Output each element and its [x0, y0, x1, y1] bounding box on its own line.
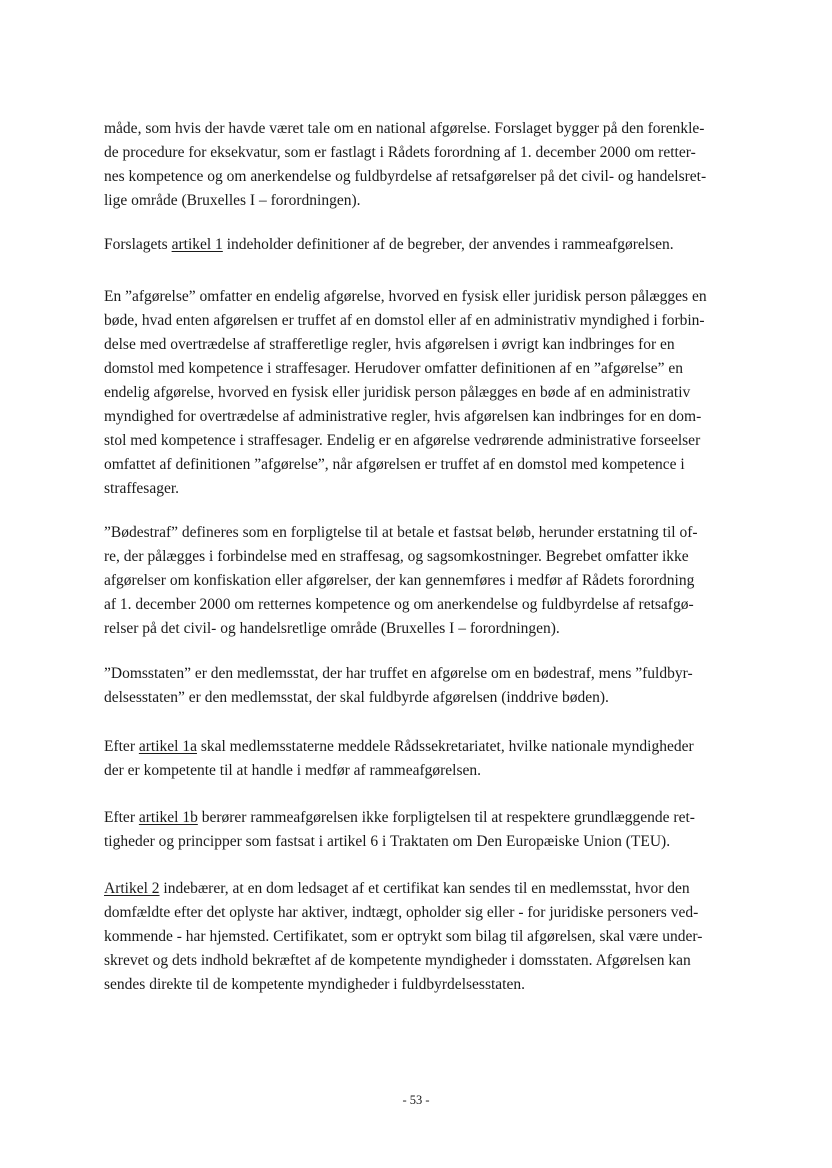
- text-line: ”Domsstaten” er den medlemsstat, der har truffet en afgørelse om en bødestraf, mens ”fuldbyr-: [104, 665, 693, 682]
- text-line: måde, som hvis der havde været tale om en national afgørelse. Forslaget bygger på den forenkle-: [104, 120, 705, 137]
- text-line: En ”afgørelse” omfatter en endelig afgørelse, hvorved en fysisk eller juridisk person pålægges en: [104, 288, 707, 305]
- text-line: [104, 233, 764, 257]
- text-prefix: Efter: [104, 738, 139, 755]
- text-line: nes kompetence og om anerkendelse og fuldbyrdelse af retsafgørelser på det civil- og handelsret-: [104, 168, 707, 185]
- text-rest: indebærer, at en dom ledsaget af et certifikat kan sendes til en medlemsstat, hvor den: [159, 880, 690, 897]
- article-reference: artikel 1b: [138, 809, 198, 826]
- paragraph-domsstaten-definition: [104, 662, 764, 710]
- text-line: [104, 877, 764, 901]
- text-rest: indeholder definitioner af de begreber, der anvendes i rammeafgørelsen.: [222, 236, 674, 253]
- text-line: stol med kompetence i straffesager. Endelig er en afgørelse vedrørende administrative forseelser: [104, 432, 701, 449]
- text-line: [104, 806, 764, 830]
- text-line: domstol med kompetence i straffesager. Herudover omfatter definitionen af en ”afgørelse” en: [104, 360, 684, 377]
- article-reference: artikel 1: [171, 236, 223, 253]
- text-line: [104, 735, 764, 759]
- page-number: - 53 -: [402, 1093, 430, 1107]
- text-line: re, der pålægges i forbindelse med en straffesag, og sagsomkostninger. Begrebet omfatter ikke: [104, 548, 689, 565]
- paragraph-intro: [104, 117, 764, 213]
- text-line: skrevet og dets indhold bekræftet af de kompetente myndigheder i domsstaten. Afgørelsen kan: [104, 952, 691, 969]
- article-reference: Artikel 2: [104, 880, 160, 897]
- text-line: relser på det civil- og handelsretlige område (Bruxelles I – forordningen).: [104, 620, 560, 637]
- text-line: endelig afgørelse, hvorved en fysisk eller juridisk person pålægges en bøde af en administrativ: [104, 384, 691, 401]
- text-line: delsesstaten” er den medlemsstat, der skal fuldbyrde afgørelsen (inddrive bøden).: [104, 689, 609, 706]
- paragraph-boedestraf-definition: [104, 521, 764, 641]
- article-reference: artikel 1a: [138, 738, 197, 755]
- paragraph-afgoerelse-definition: [104, 285, 764, 501]
- paragraph-article-1a: [104, 735, 764, 783]
- text-line: omfattet af definitionen ”afgørelse”, når afgørelsen er truffet af en domstol med kompetence i: [104, 456, 685, 473]
- text-line: afgørelser om konfiskation eller afgørelser, der kan gennemføres i medfør af Rådets forordning: [104, 572, 695, 589]
- text-line: af 1. december 2000 om retternes kompetence og om anerkendelse og fuldbyrdelse af retsafgø-: [104, 596, 694, 613]
- text-line: tigheder og principper som fastsat i artikel 6 i Traktaten om Den Europæiske Union (TEU).: [104, 833, 671, 850]
- paragraph-article-1b: [104, 806, 764, 854]
- text-rest: skal medlemsstaterne meddele Rådssekretariatet, hvilke nationale myndigheder: [196, 738, 694, 755]
- text-line: domfældte efter det oplyste har aktiver, indtægt, opholder sig eller - for juridiske personers ved-: [104, 904, 699, 921]
- text-line: ”Bødestraf” defineres som en forpligtelse til at betale et fastsat beløb, herunder erstatning til of-: [104, 524, 698, 541]
- paragraph-article-1: [104, 233, 764, 257]
- text-line: kommende - har hjemsted. Certifikatet, som er optrykt som bilag til afgørelsen, skal være under-: [104, 928, 703, 945]
- text-line: lige område (Bruxelles I – forordningen).: [104, 192, 361, 209]
- text-line: de procedure for eksekvatur, som er fastlagt i Rådets forordning af 1. december 2000 om retter-: [104, 144, 696, 161]
- text-rest: berører rammeafgørelsen ikke forpligtelsen til at respektere grundlæggende ret-: [197, 809, 695, 826]
- text-line: sendes direkte til de kompetente myndigheder i fuldbyrdelsesstaten.: [104, 976, 525, 993]
- text-line: myndighed for overtrædelse af administrative regler, hvis afgørelsen kan indbringes for en dom-: [104, 408, 702, 425]
- paragraph-article-2: [104, 877, 764, 997]
- text-prefix: Efter: [104, 809, 139, 826]
- text-line: der er kompetente til at handle i medfør af rammeafgørelsen.: [104, 762, 482, 779]
- text-line: delse med overtrædelse af strafferetlige regler, hvis afgørelsen i øvrigt kan indbringes for en: [104, 336, 675, 353]
- text-line: straffesager.: [104, 480, 180, 497]
- text-line: bøde, hvad enten afgørelsen er truffet af en domstol eller af en administrativ myndighed i forbin-: [104, 312, 705, 329]
- text-prefix: Forslagets: [104, 236, 172, 253]
